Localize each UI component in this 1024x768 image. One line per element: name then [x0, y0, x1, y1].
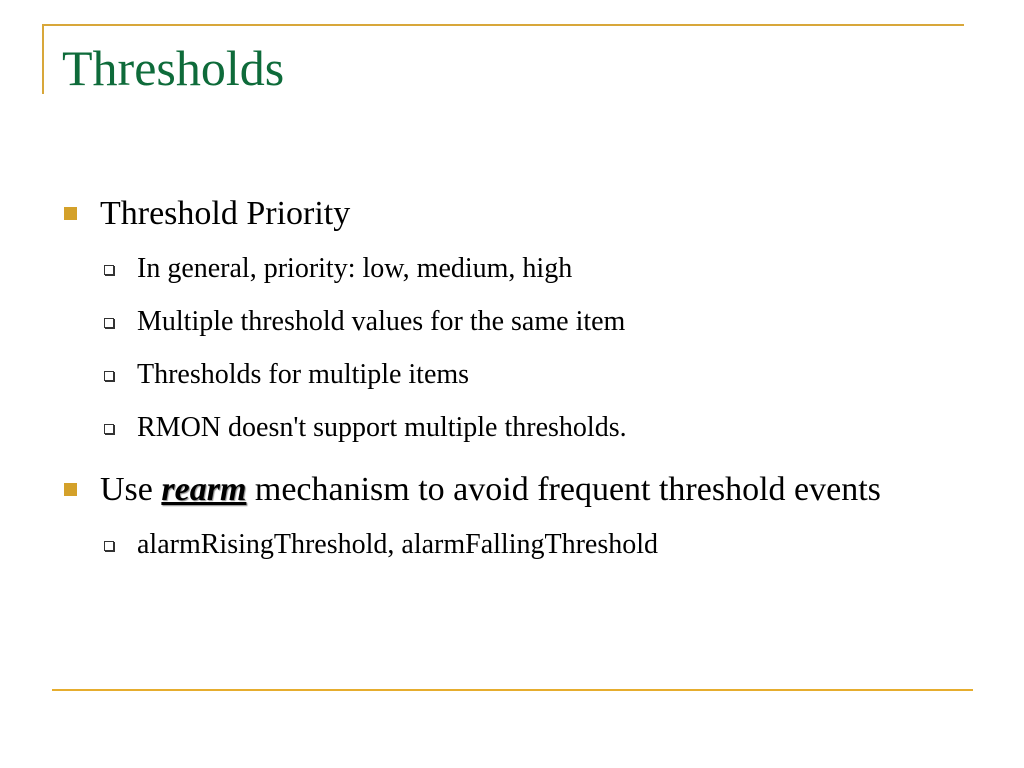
bullet-text: Threshold Priority: [100, 195, 351, 232]
sub-bullet-text: In general, priority: low, medium, high: [137, 253, 573, 284]
sub-bullet-alarm-thresholds: [62, 518, 962, 571]
slide-title: Thresholds: [62, 40, 285, 96]
hollow-square-bullet-icon: [104, 541, 114, 551]
sub-bullet-text: Multiple threshold values for the same item: [137, 306, 626, 337]
sub-bullet-rmon: [62, 401, 962, 454]
sub-bullet-text: RMON doesn't support multiple thresholds.: [137, 412, 627, 443]
hollow-square-bullet-icon: [104, 371, 114, 381]
sub-bullet-text: alarmRisingThreshold, alarmFallingThreshold: [137, 529, 659, 560]
bottom-rule: [52, 689, 973, 691]
bullet-rearm-mechanism: [62, 466, 962, 514]
square-bullet-icon: [64, 483, 77, 496]
sub-bullet-multiple-values: [62, 295, 962, 348]
bullet-text-suffix: mechanism to avoid frequent threshold events: [246, 471, 881, 508]
sub-bullet-priority-levels: [62, 242, 962, 295]
bullet-threshold-priority: [62, 190, 962, 238]
square-bullet-icon: [64, 207, 77, 220]
sub-bullet-text: Thresholds for multiple items: [137, 359, 470, 390]
hollow-square-bullet-icon: [104, 265, 114, 275]
bullet-text-prefix: Use: [100, 471, 162, 508]
emphasized-term: rearm: [161, 471, 247, 508]
slide-content: [62, 190, 962, 571]
hollow-square-bullet-icon: [104, 318, 114, 328]
top-frame-line: [42, 24, 964, 26]
hollow-square-bullet-icon: [104, 424, 114, 434]
left-frame-line: [42, 24, 44, 94]
sub-bullet-multiple-items: [62, 348, 962, 401]
